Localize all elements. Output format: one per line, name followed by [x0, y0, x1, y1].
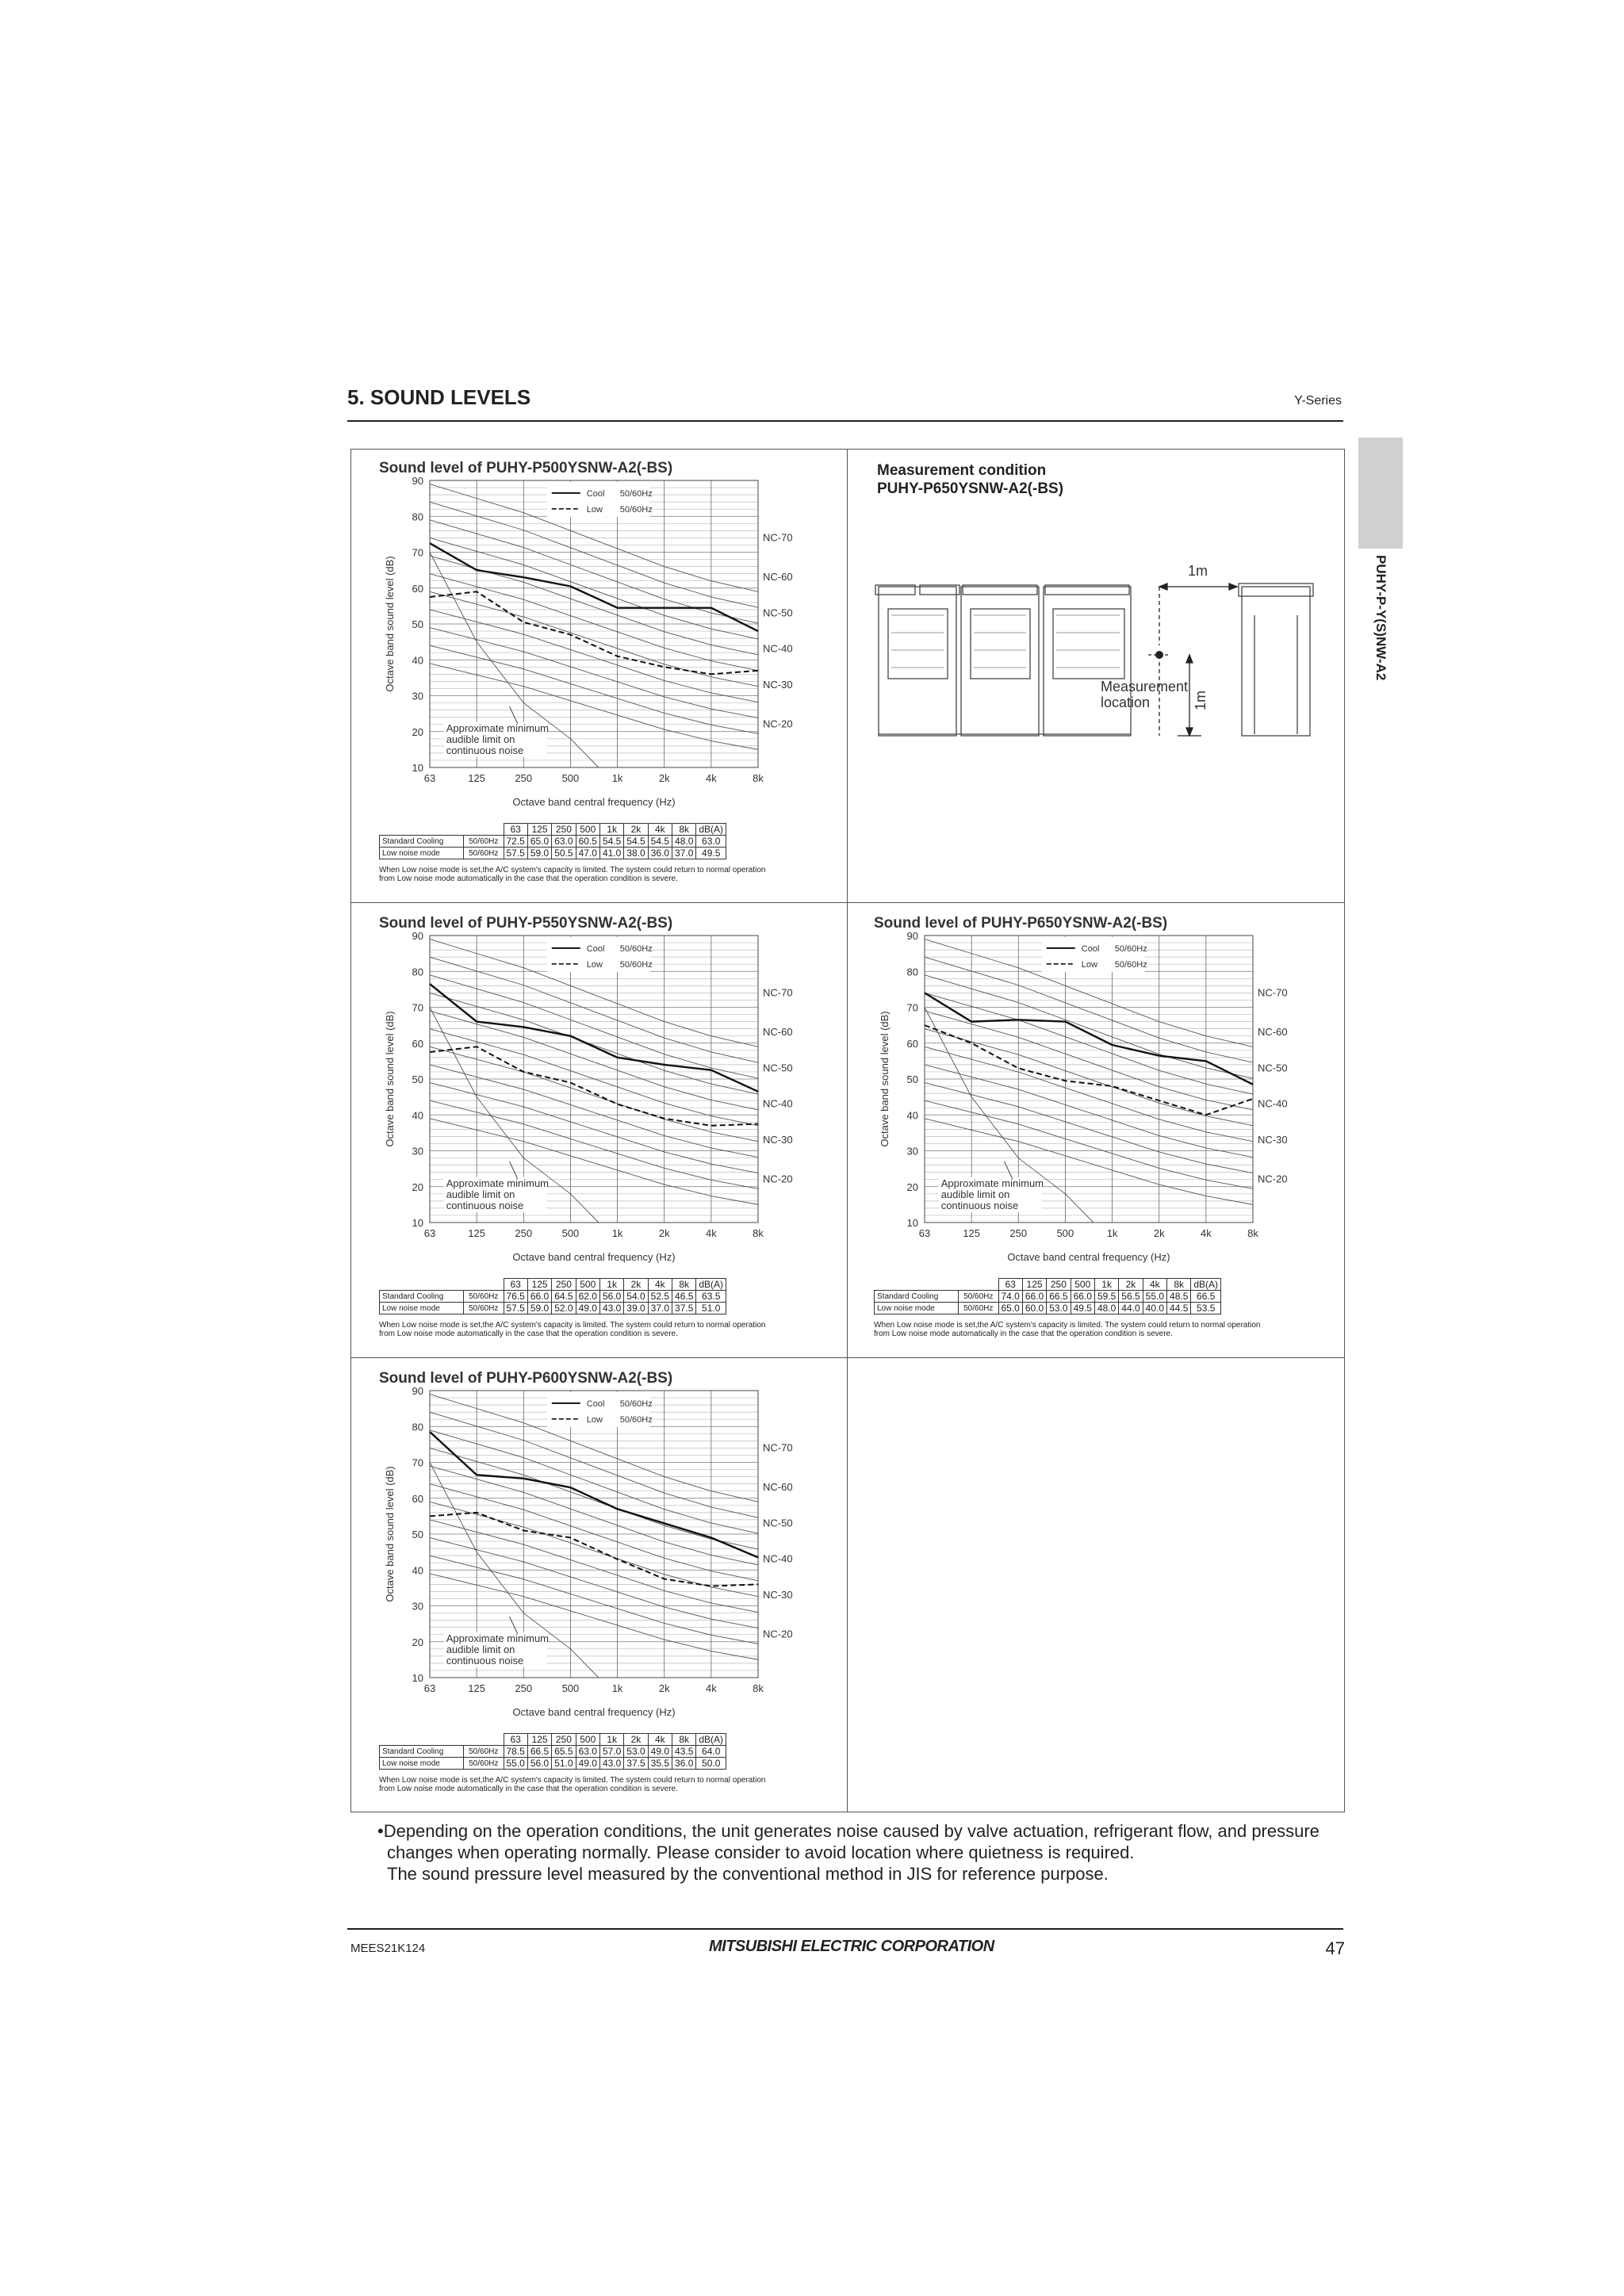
x-tick-label: 500 [561, 1682, 580, 1694]
x-tick-label: 2k [658, 1227, 670, 1239]
y-axis-label: Octave band sound level (dB) [879, 1011, 891, 1147]
nc-label: NC-50 [763, 607, 793, 619]
x-tick-label: 4k [1200, 1227, 1212, 1239]
legend-low-label: Low [586, 1414, 603, 1425]
table-header-cell: 2k [624, 824, 648, 836]
side-label: PUHY-P-Y(S)NW-A2 [1373, 555, 1388, 681]
measurement-diagram [864, 555, 1332, 777]
x-tick-label: 4k [705, 1227, 717, 1239]
table-header-cell: 8k [672, 824, 696, 836]
x-tick-label: 500 [561, 772, 580, 784]
nc-label: NC-20 [763, 718, 793, 730]
company-name: MITSUBISHI ELECTRIC CORPORATION [709, 1938, 994, 1955]
y-tick-label: 30 [412, 1145, 423, 1158]
table-header-cell: 4k [1143, 1279, 1166, 1291]
chart-title: Sound level of PUHY-P500YSNW-A2(-BS) [379, 460, 673, 476]
table-header-cell: 500 [576, 1279, 599, 1291]
table-row: Standard Cooling 50/60Hz 78.5 66.5 65.5 63.0 57.0 53.0 49.0 43.5 64.0 [380, 1746, 726, 1758]
footer-rule [347, 1928, 1343, 1930]
table-header-cell: 63 [504, 1279, 527, 1291]
legend-low-label: Low [586, 504, 603, 515]
y-tick-label: 30 [906, 1145, 918, 1158]
y-tick-label: 30 [412, 1600, 423, 1613]
y-tick-label: 90 [412, 1385, 423, 1397]
x-axis-label: Octave band central frequency (Hz) [1007, 1251, 1170, 1263]
approx-label: audible limit on [446, 733, 515, 745]
legend-cool-label: Cool [586, 1399, 605, 1409]
nc-label: NC-50 [763, 1517, 793, 1529]
table-header-cell: 250 [1047, 1279, 1071, 1291]
x-tick-label: 4k [705, 772, 717, 784]
nc-curve [925, 1100, 1253, 1188]
footnote: •Depending on the operation conditions, the unit generates noise caused by valve actuation, refrigerant flow, and pressure changes when operating normally. Please consider to avoid location where quietness is required. The sound pressure level measured by the conventional method in JIS for reference purpose. [377, 1821, 1320, 1884]
table-header-cell: 500 [1071, 1279, 1094, 1291]
y-tick-label: 10 [412, 1217, 423, 1229]
nc-label: NC-60 [763, 1026, 793, 1039]
x-tick-label: 63 [918, 1227, 931, 1239]
table-row: Standard Cooling 50/60Hz 74.0 66.0 66.5 66.0 59.5 56.5 55.0 48.5 66.5 [875, 1291, 1221, 1303]
approx-label: Approximate minimum [446, 1632, 550, 1644]
y-tick-label: 90 [412, 930, 423, 942]
x-tick-label: 63 [423, 1682, 436, 1694]
x-tick-label: 1k [611, 1682, 623, 1694]
y-axis-label: Octave band sound level (dB) [384, 1011, 396, 1147]
y-tick-label: 80 [412, 511, 423, 523]
x-axis-label: Octave band central frequency (Hz) [512, 1251, 676, 1263]
table-header-cell: 63 [998, 1279, 1022, 1291]
x-tick-label: 250 [515, 772, 533, 784]
low-series-line [430, 591, 758, 674]
y-tick-label: 40 [412, 1564, 423, 1577]
table-header-cell: 250 [552, 1734, 576, 1746]
y-axis-label: Octave band sound level (dB) [384, 556, 396, 692]
approx-label: continuous noise [446, 1654, 524, 1667]
y-tick-label: 30 [412, 690, 423, 702]
x-tick-label: 8k [753, 772, 764, 784]
y-tick-label: 20 [906, 1181, 918, 1193]
legend-hz-label: 50/60Hz [619, 1399, 653, 1409]
cool-series-line [925, 993, 1253, 1084]
nc-label: NC-40 [763, 1552, 793, 1565]
table-header-cell: 125 [527, 824, 551, 836]
y-tick-label: 70 [412, 1001, 423, 1014]
y-tick-label: 60 [412, 1037, 423, 1050]
series-label: Y-Series [1294, 394, 1342, 408]
approx-label: continuous noise [940, 1199, 1019, 1211]
approx-label: Approximate minimum [446, 1177, 550, 1189]
table-header-cell: 8k [672, 1279, 696, 1291]
frame-divider [350, 902, 1345, 903]
nc-curve [430, 591, 758, 686]
nc-curve [430, 1412, 758, 1517]
x-tick-label: 125 [468, 772, 485, 784]
table-header-cell: 4k [648, 824, 672, 836]
svg-text:1m: 1m [1193, 690, 1208, 710]
sound-table [379, 1278, 726, 1314]
y-tick-label: 90 [906, 930, 918, 942]
y-tick-label: 50 [412, 1073, 423, 1085]
y-tick-label: 20 [412, 1636, 423, 1648]
legend-hz-label: 50/60Hz [1114, 943, 1147, 954]
y-tick-label: 20 [412, 1181, 423, 1193]
legend-hz-label: 50/60Hz [619, 488, 653, 499]
table-row: Low noise mode 50/60Hz 65.0 60.0 53.0 49.5 48.0 44.0 40.0 44.5 53.5 [875, 1303, 1221, 1314]
table-row: Low noise mode 50/60Hz 55.0 56.0 51.0 49.0 43.0 37.5 35.5 36.0 50.0 [380, 1758, 726, 1770]
nc-label: NC-20 [1258, 1173, 1288, 1185]
svg-text:location: location [1101, 695, 1151, 710]
nc-label: NC-70 [1258, 986, 1288, 999]
y-tick-label: 40 [906, 1109, 918, 1122]
nc-label: NC-50 [1258, 1062, 1288, 1074]
nc-label: NC-40 [763, 642, 793, 655]
x-tick-label: 500 [561, 1227, 580, 1239]
nc-label: NC-70 [763, 1441, 793, 1454]
nc-curve [430, 1556, 758, 1644]
table-header-cell: 1k [599, 1279, 623, 1291]
nc-label: NC-30 [763, 1133, 793, 1146]
table-header-cell: 125 [527, 1279, 551, 1291]
table-header-cell: 8k [1167, 1279, 1191, 1291]
table-header-cell: 125 [527, 1734, 551, 1746]
approx-label: audible limit on [940, 1188, 1010, 1200]
approx-leader [510, 1161, 518, 1179]
y-tick-label: 80 [412, 966, 423, 978]
x-tick-label: 250 [515, 1227, 533, 1239]
table-header-cell: dB(A) [696, 824, 726, 836]
x-tick-label: 125 [468, 1227, 485, 1239]
legend-hz-label: 50/60Hz [619, 959, 653, 970]
chart-title: Sound level of PUHY-P650YSNW-A2(-BS) [874, 915, 1168, 932]
y-tick-label: 70 [412, 1456, 423, 1469]
table-header-cell: 4k [648, 1279, 672, 1291]
x-tick-label: 8k [753, 1682, 764, 1694]
approx-leader [510, 706, 518, 724]
x-tick-label: 1k [611, 772, 623, 784]
svg-text:Measurement: Measurement [1101, 679, 1189, 695]
table-note: When Low noise mode is set,the A/C system's capacity is limited. The system could return to normal operation from Low noise mode automatically in the case that the operation condition is severe. [874, 1321, 1261, 1338]
table-header-cell: 8k [672, 1734, 696, 1746]
table-header-cell: 500 [576, 1734, 599, 1746]
table-header-cell: 2k [1119, 1279, 1143, 1291]
nc-curve [430, 502, 758, 607]
header-rule [347, 420, 1343, 422]
x-tick-label: 1k [1106, 1227, 1118, 1239]
nc-label: NC-20 [763, 1173, 793, 1185]
nc-curve [430, 1430, 758, 1533]
x-tick-label: 2k [1153, 1227, 1165, 1239]
x-tick-label: 63 [423, 1227, 436, 1239]
chart-panel-p500 [379, 458, 823, 890]
table-row: Low noise mode 50/60Hz 57.5 59.0 52.0 49.0 43.0 39.0 37.0 37.5 51.0 [380, 1303, 726, 1314]
table-header-cell: 250 [552, 1279, 576, 1291]
nc-label: NC-60 [1258, 1026, 1288, 1039]
table-header-cell: 2k [624, 1279, 648, 1291]
legend-hz-label: 50/60Hz [619, 1414, 653, 1425]
y-tick-label: 50 [412, 618, 423, 630]
approx-leader [510, 1617, 518, 1634]
nc-label: NC-30 [1258, 1133, 1288, 1146]
low-series-line [430, 1513, 758, 1586]
y-tick-label: 40 [412, 654, 423, 667]
nc-curve [925, 1083, 1253, 1173]
chart-panel-p650 [874, 913, 1318, 1345]
chart-panel-p550 [379, 913, 823, 1345]
y-tick-label: 10 [412, 1672, 423, 1684]
nc-curve [925, 975, 1253, 1078]
chart-title: Sound level of PUHY-P600YSNW-A2(-BS) [379, 1370, 673, 1387]
chart-panel-p600 [379, 1368, 823, 1800]
legend-hz-label: 50/60Hz [619, 943, 653, 954]
nc-curve [430, 1100, 758, 1188]
legend-cool-label: Cool [586, 943, 605, 954]
sound-table [379, 1733, 726, 1770]
approx-label: continuous noise [446, 1199, 524, 1211]
nc-curve [430, 1083, 758, 1173]
y-axis-label: Octave band sound level (dB) [384, 1466, 396, 1602]
y-tick-label: 50 [906, 1073, 918, 1085]
legend-hz-label: 50/60Hz [619, 504, 653, 515]
approx-leader [1005, 1161, 1013, 1179]
table-note: When Low noise mode is set,the A/C system's capacity is limited. The system could return to normal operation from Low noise mode automatically in the case that the operation condition is severe. [379, 1776, 766, 1793]
document-code: MEES21K124 [350, 1942, 426, 1955]
y-tick-label: 60 [906, 1037, 918, 1050]
nc-curve [430, 975, 758, 1078]
y-tick-label: 50 [412, 1529, 423, 1540]
y-tick-label: 80 [906, 966, 918, 978]
nc-label: NC-30 [763, 1588, 793, 1601]
table-header-cell: 1k [599, 824, 623, 836]
svg-text:1m: 1m [1188, 563, 1208, 579]
approx-label: audible limit on [446, 1188, 515, 1200]
x-tick-label: 250 [1009, 1227, 1028, 1239]
legend-hz-label: 50/60Hz [1114, 959, 1147, 970]
y-tick-label: 20 [412, 725, 423, 738]
nc-curve [430, 628, 758, 718]
chart-title: Sound level of PUHY-P550YSNW-A2(-BS) [379, 915, 673, 932]
frame-divider [847, 449, 848, 1357]
nc-curve [430, 1538, 758, 1628]
x-tick-label: 8k [1247, 1227, 1258, 1239]
x-tick-label: 250 [515, 1682, 533, 1694]
legend-low-label: Low [1081, 959, 1097, 970]
table-header-cell: 2k [624, 1734, 648, 1746]
table-header-cell: dB(A) [696, 1279, 726, 1291]
table-header-cell: 63 [504, 824, 527, 836]
y-tick-label: 60 [412, 582, 423, 595]
nc-label: NC-60 [763, 1481, 793, 1494]
y-tick-label: 40 [412, 1109, 423, 1122]
sound-chart [379, 1368, 823, 1797]
y-tick-label: 60 [412, 1492, 423, 1505]
table-header-cell: 500 [576, 824, 599, 836]
x-tick-label: 1k [611, 1227, 623, 1239]
nc-label: NC-70 [763, 986, 793, 999]
sound-chart [379, 458, 823, 886]
table-note: When Low noise mode is set,the A/C system's capacity is limited. The system could return to normal operation from Low noise mode automatically in the case that the operation condition is severe. [379, 1321, 766, 1338]
side-tab [1358, 438, 1403, 549]
legend-low-label: Low [586, 959, 603, 970]
nc-curve [925, 957, 1253, 1062]
y-tick-label: 70 [906, 1001, 918, 1014]
sound-table [379, 823, 726, 859]
table-header-cell: 1k [599, 1734, 623, 1746]
table-row: Standard Cooling 50/60Hz 72.5 65.0 63.0 60.5 54.5 54.5 54.5 48.0 63.0 [380, 836, 726, 848]
approx-label: Approximate minimum [940, 1177, 1044, 1189]
nc-label: NC-40 [763, 1097, 793, 1110]
nc-label: NC-20 [763, 1628, 793, 1640]
y-tick-label: 90 [412, 475, 423, 487]
table-header-cell: dB(A) [1191, 1279, 1221, 1291]
nc-label: NC-30 [763, 678, 793, 691]
sound-chart [379, 913, 823, 1341]
table-note: When Low noise mode is set,the A/C system's capacity is limited. The system could return to normal operation from Low noise mode automatically in the case that the operation condition is severe. [379, 866, 766, 883]
low-series-line [925, 1025, 1253, 1115]
x-tick-label: 2k [658, 772, 670, 784]
frame-divider [350, 1357, 1345, 1358]
table-header-cell: 250 [552, 824, 576, 836]
x-tick-label: 500 [1056, 1227, 1074, 1239]
y-tick-label: 80 [412, 1421, 423, 1433]
table-row: Low noise mode 50/60Hz 57.5 59.0 50.5 47.0 41.0 38.0 36.0 37.0 49.5 [380, 848, 726, 859]
approx-label: Approximate minimum [446, 721, 550, 734]
y-tick-label: 10 [412, 762, 423, 774]
x-tick-label: 63 [423, 772, 436, 784]
legend-cool-label: Cool [586, 488, 605, 499]
y-tick-label: 10 [906, 1217, 918, 1229]
x-axis-label: Octave band central frequency (Hz) [512, 796, 676, 808]
x-tick-label: 4k [705, 1682, 717, 1694]
approx-label: continuous noise [446, 744, 524, 756]
nc-label: NC-60 [763, 571, 793, 584]
nc-curve [430, 645, 758, 733]
x-axis-label: Octave band central frequency (Hz) [512, 1706, 676, 1718]
frame-divider [847, 1357, 848, 1812]
sound-chart [874, 913, 1318, 1341]
x-tick-label: 8k [753, 1227, 764, 1239]
nc-label: NC-50 [763, 1062, 793, 1074]
nc-label: NC-70 [763, 531, 793, 544]
legend-cool-label: Cool [1081, 943, 1100, 954]
sound-table [874, 1278, 1221, 1314]
x-tick-label: 125 [468, 1682, 485, 1694]
table-header-cell: dB(A) [696, 1734, 726, 1746]
section-title: 5. SOUND LEVELS [347, 385, 531, 409]
x-tick-label: 2k [658, 1682, 670, 1694]
measurement-title: Measurement condition PUHY-P650YSNW-A2(-BS) [877, 462, 1064, 497]
nc-label: NC-40 [1258, 1097, 1288, 1110]
table-header-cell: 125 [1022, 1279, 1046, 1291]
table-header-cell: 4k [648, 1734, 672, 1746]
page-number: 47 [1325, 1938, 1345, 1958]
x-tick-label: 125 [963, 1227, 980, 1239]
table-header-cell: 63 [504, 1734, 527, 1746]
approx-label: audible limit on [446, 1643, 515, 1655]
table-header-cell: 1k [1094, 1279, 1118, 1291]
table-row: Standard Cooling 50/60Hz 76.5 66.0 64.5 62.0 56.0 54.0 52.5 46.5 63.5 [380, 1291, 726, 1303]
y-tick-label: 70 [412, 546, 423, 559]
